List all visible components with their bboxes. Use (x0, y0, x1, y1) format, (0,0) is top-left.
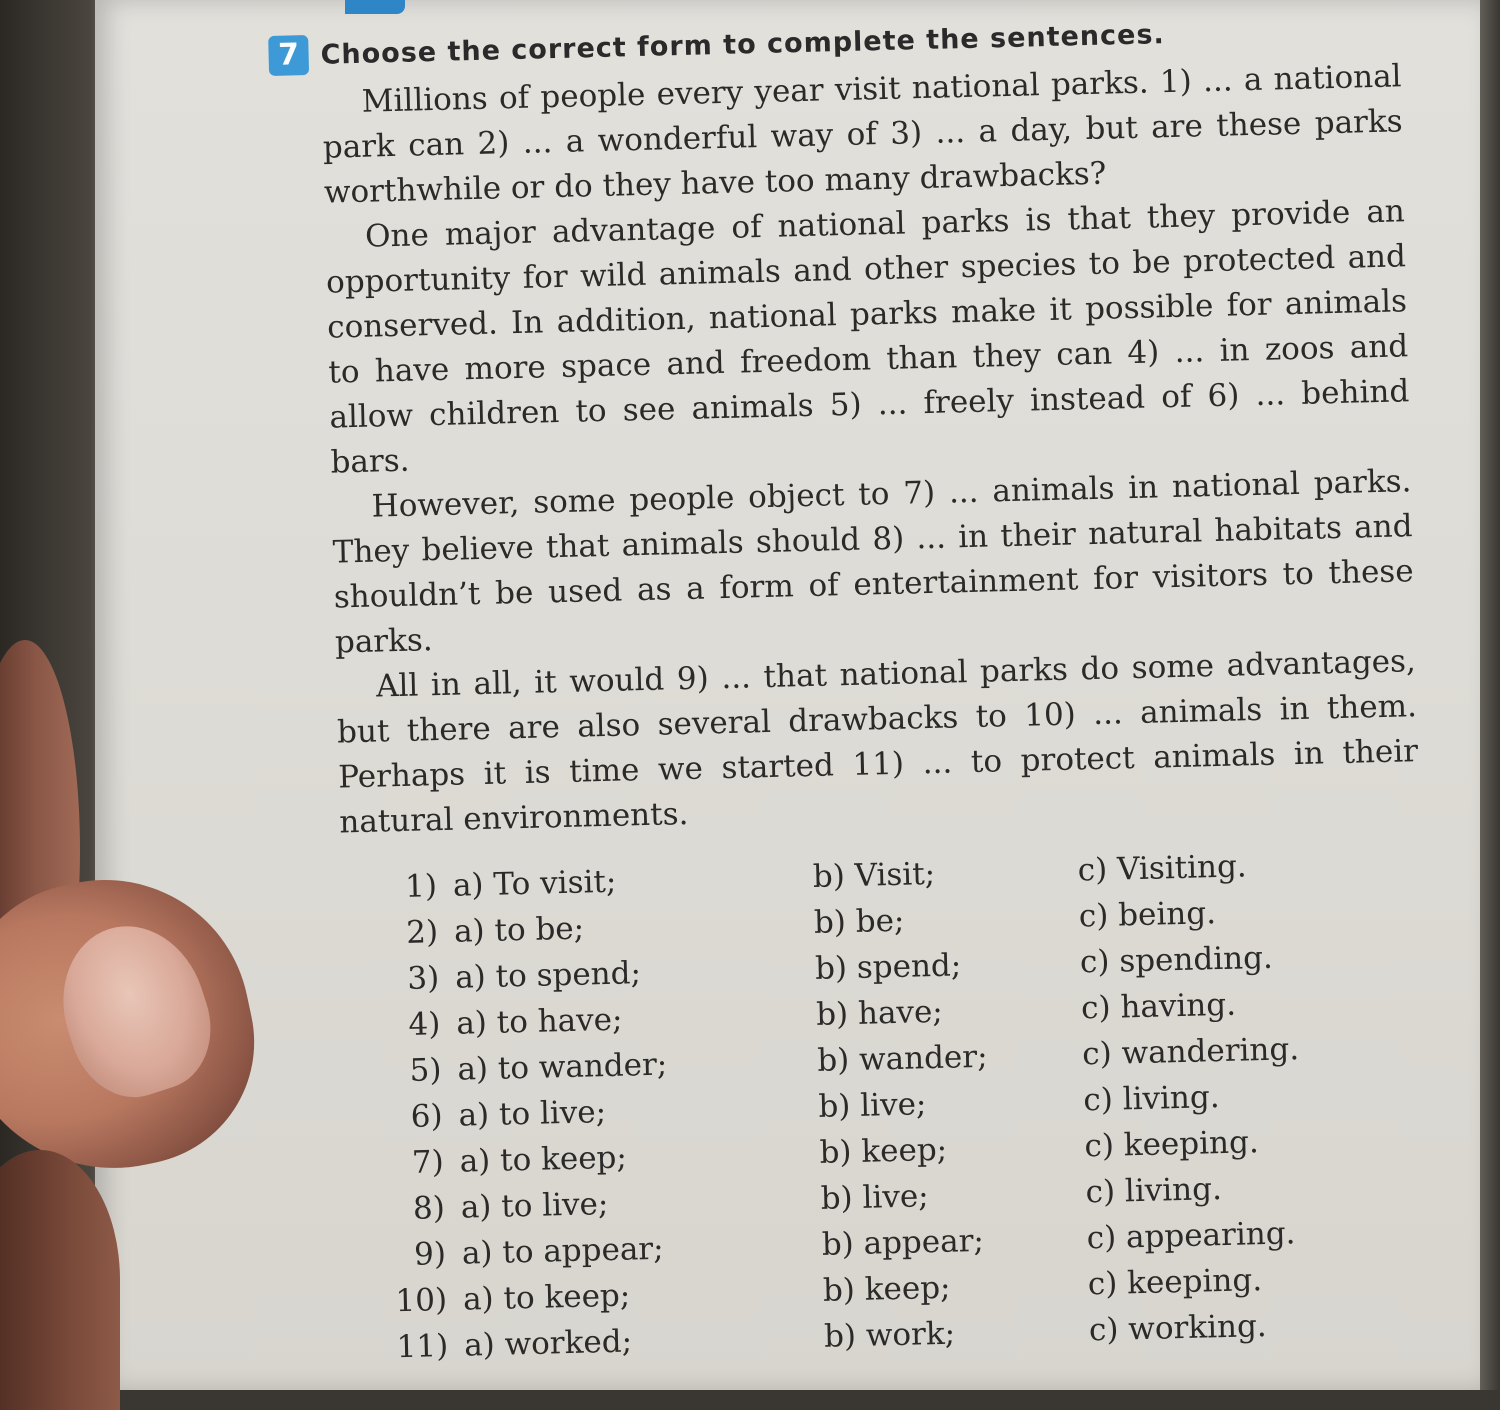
option-c: c) appearing. (1086, 1215, 1296, 1257)
option-a: a) to be; (453, 910, 585, 950)
option-b: b) spend; (814, 947, 962, 987)
option-b: b) appear; (821, 1222, 985, 1263)
option-number: 6) (410, 1098, 444, 1135)
option-b: b) work; (823, 1315, 956, 1355)
option-a: a) to spend; (454, 955, 642, 996)
paragraph: However, some people object to 7) ... animals in national parks. They believe that animals should 8) ... in their natural habitats and shouldn’t be used as a form of entertainment for visitors to these parks. (332, 463, 1415, 661)
option-a: a) to have; (455, 1001, 623, 1042)
option-c: c) wandering. (1081, 1031, 1300, 1073)
option-a: a) worked; (463, 1323, 633, 1364)
answer-options (378, 839, 1440, 1371)
option-number: 1) (404, 868, 438, 905)
option-a: a) to live; (458, 1094, 607, 1134)
option-c: c) keeping. (1084, 1124, 1260, 1165)
exercise-text (321, 54, 1419, 845)
option-a: a) to wander; (457, 1046, 668, 1088)
option-a: a) To visit; (452, 863, 617, 904)
option-number: 9) (413, 1236, 447, 1273)
option-a: a) to keep; (462, 1277, 631, 1318)
option-c: c) spending. (1079, 939, 1274, 981)
paragraph: Millions of people every year visit national parks. 1) ... a national park can 2) ... a wonderful way of 3) ... a day, but are these parks worthwhile or do they have too many drawbacks? (322, 58, 1404, 211)
option-c: c) having. (1080, 986, 1237, 1027)
option-b: b) keep; (822, 1269, 951, 1309)
option-number: 11) (396, 1327, 449, 1366)
option-b: b) live; (818, 1086, 927, 1125)
option-number: 8) (412, 1190, 446, 1227)
option-c: c) keeping. (1087, 1262, 1263, 1303)
option-c: c) living. (1082, 1079, 1221, 1119)
option-number: 2) (405, 914, 439, 951)
option-a: a) to keep; (459, 1139, 628, 1180)
exercise-number-badge: 7 (268, 35, 309, 76)
paragraph: One major advantage of national parks is that they provide an opportunity for wild animals and other species to be protected and conserved. In addition, national parks make it possible for animals to have more space and freedom than they can 4) ... in zoos and allow children to see animals 5) ... freely instead of 6) ... behind bars. (325, 193, 1410, 481)
option-number: 5) (409, 1052, 442, 1089)
option-number: 10) (395, 1282, 448, 1320)
option-number: 4) (408, 1006, 441, 1043)
option-b: b) wander; (816, 1038, 988, 1079)
option-b: b) Visit; (812, 855, 936, 895)
option-c: c) Visiting. (1077, 848, 1248, 889)
option-number: 7) (411, 1144, 445, 1181)
option-b: b) be; (813, 902, 905, 941)
option-b: b) keep; (819, 1131, 948, 1171)
option-b: b) live; (820, 1178, 930, 1217)
option-b: b) have; (815, 993, 944, 1033)
option-a: a) to live; (460, 1186, 609, 1226)
paragraph: All in all, it would 9) ... that national parks do some advantages, but there are also several drawbacks to 10) ... animals in them. Perhaps it is time we started 11) ... to protect animals in their natural environments. (336, 643, 1419, 841)
option-number: 3) (406, 960, 440, 997)
option-c: c) working. (1088, 1307, 1268, 1349)
exercise-instruction: Choose the correct form to complete the sentences. (320, 18, 1166, 71)
exercise-block (268, 2, 1440, 1372)
option-a: a) to appear; (461, 1230, 665, 1272)
page-header-tab (345, 0, 405, 14)
option-c: c) being. (1078, 895, 1217, 935)
option-c: c) living. (1085, 1171, 1223, 1211)
